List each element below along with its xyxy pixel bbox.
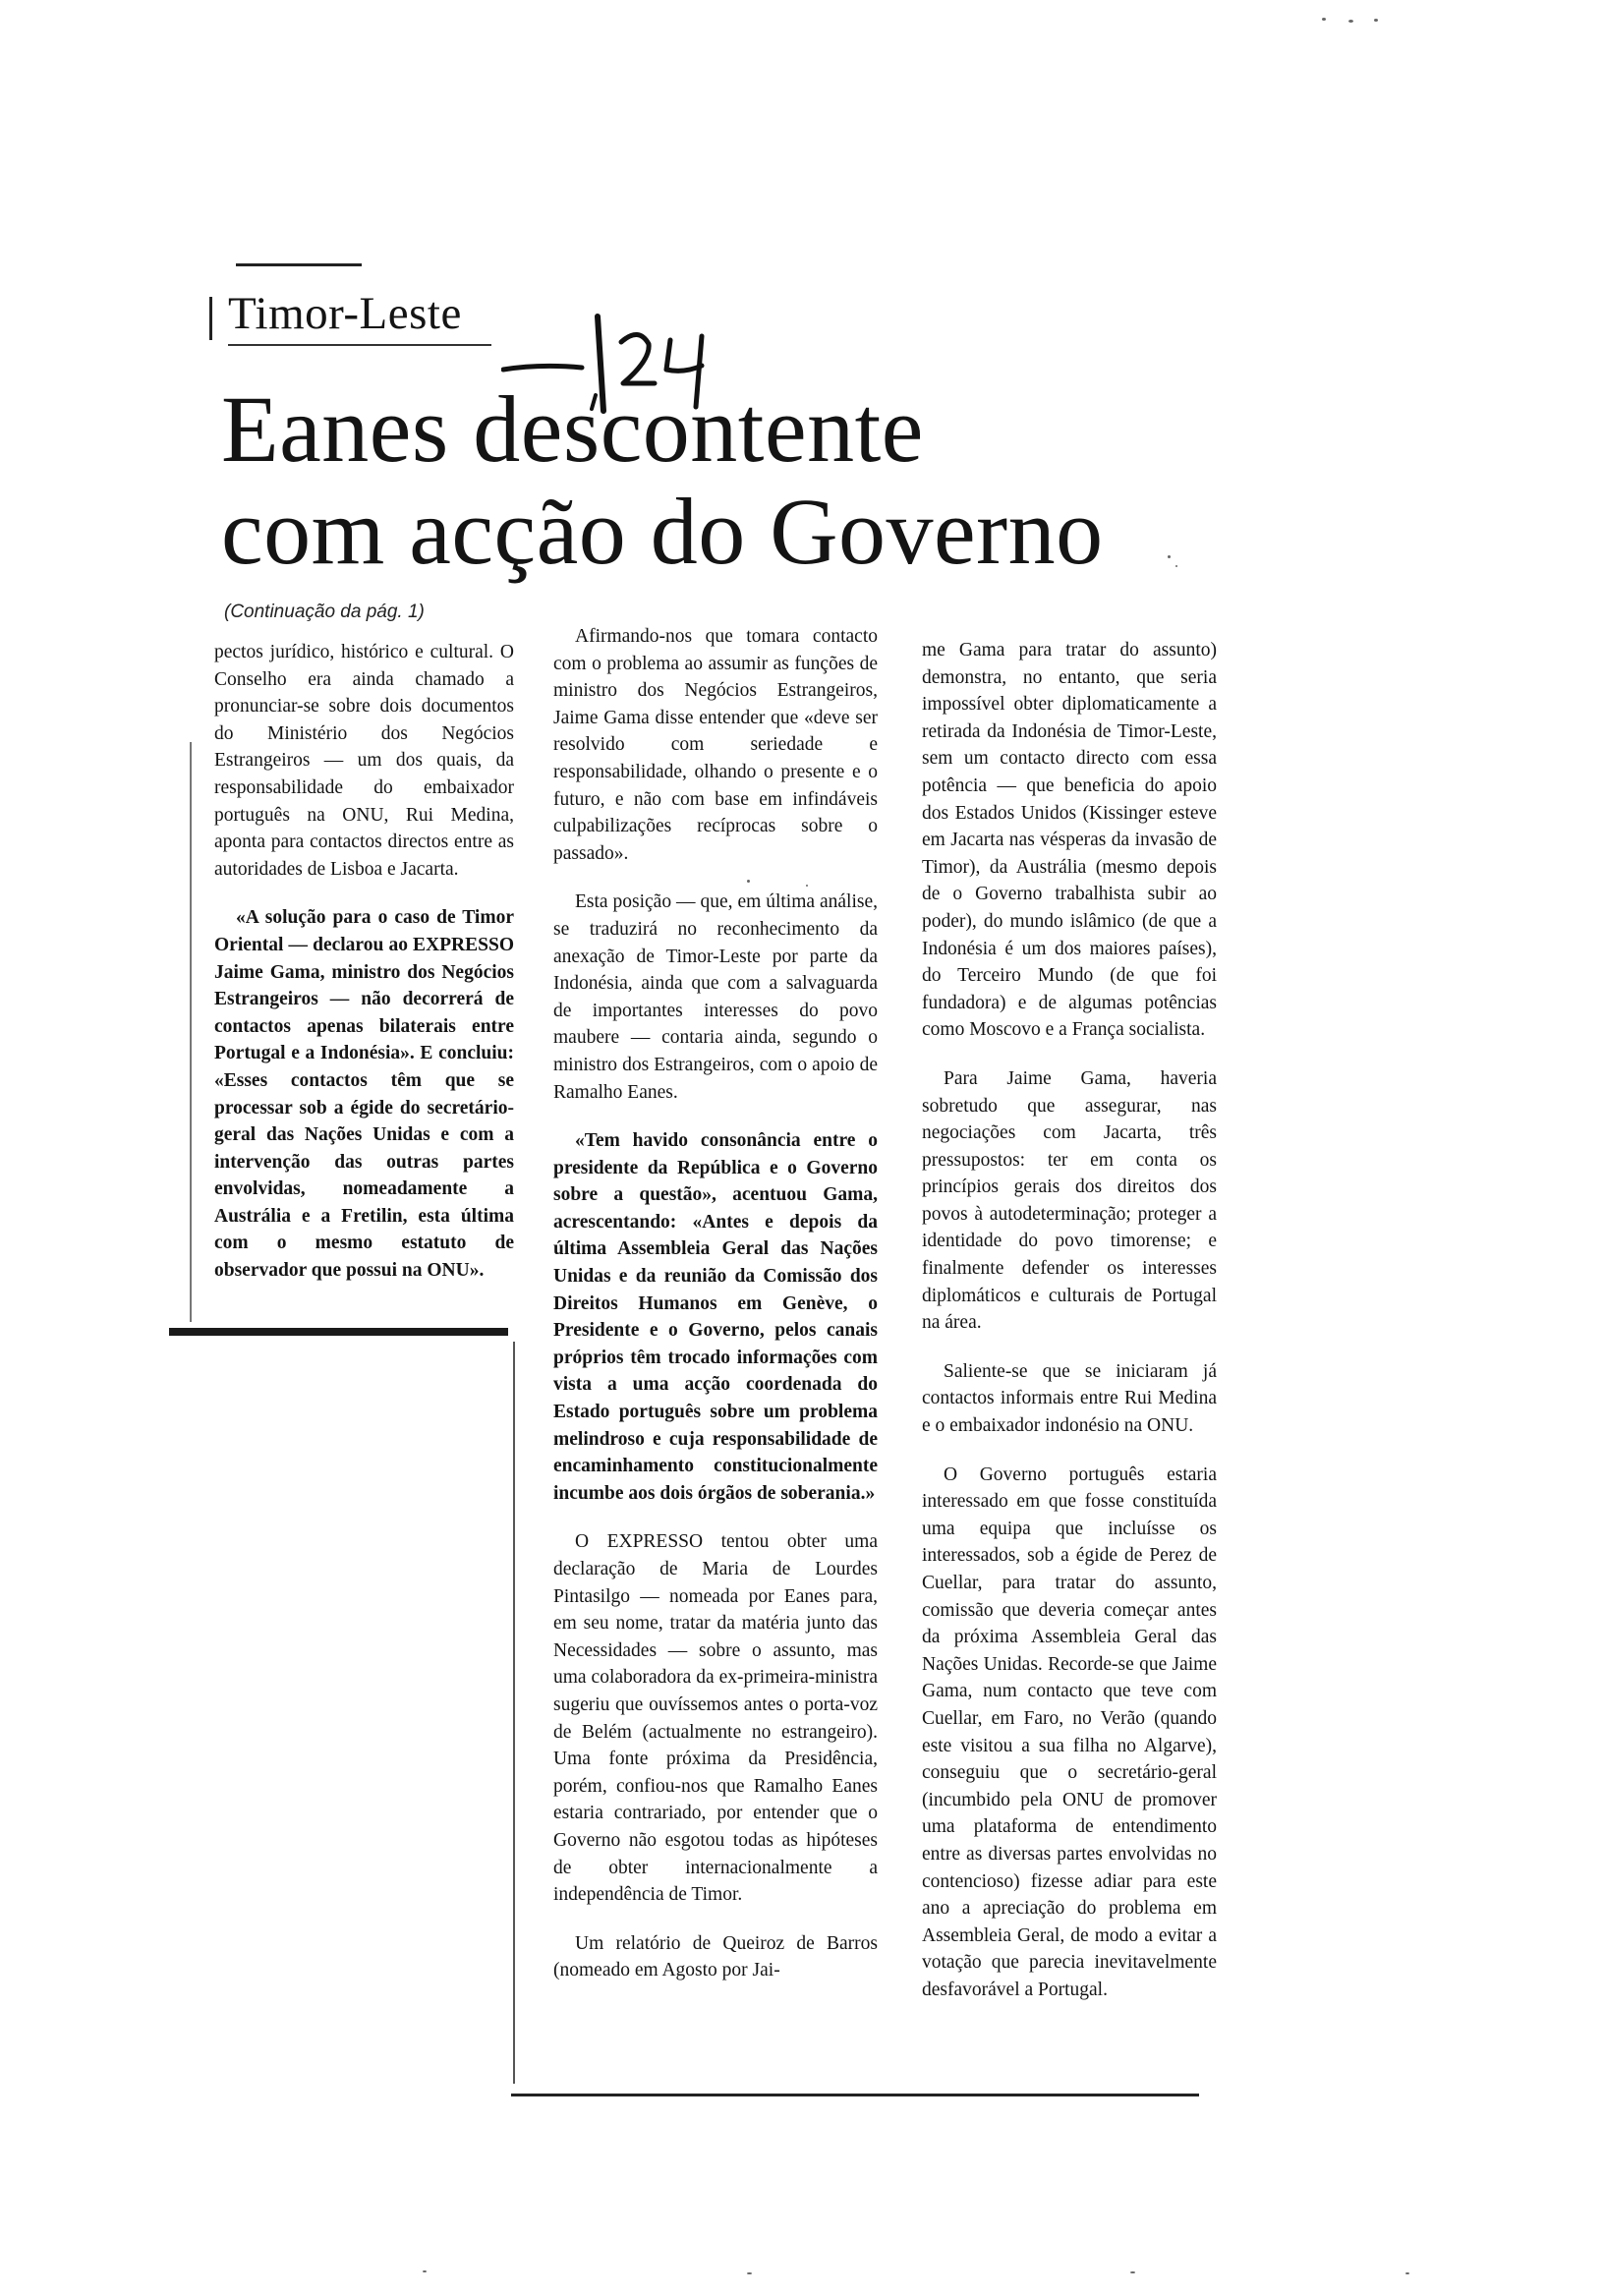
headline-line-2: com acção do Governo	[221, 479, 1104, 584]
column-divider-left	[190, 742, 192, 1322]
scan-speck	[806, 885, 808, 887]
col2-paragraph-3: «Tem havido consonância entre o presidente da República e o Governo sobre a questão», acentuou Gama, acrescentando: «Antes e depois da última Assembleia Geral das Nações Unidas e da reunião da Comissão dos Direitos Humanos em Genève, o Presidente e o Governo, pelos canais próprios têm trocado informações com vista a uma acção coordenada do Estado português sobre um problema melindroso e cuja responsabilidade de encaminhamento constitucionalmente incumbe aos dois órgãos de soberania.»	[553, 1130, 878, 1504]
col1-paragraph-1: pectos jurídico, histórico e cultural. O Conselho era ainda chamado a pronunciar-se sobre dois documentos do Ministério dos Negócios Estrangeiros — um dos quais, da responsabilidade do embaixador português na ONU, Rui Medina, aponta para contactos directos entre as autoridades de Lisboa e Jacarta.	[214, 642, 514, 880]
col3-paragraph-2: Para Jaime Gama, haveria sobretudo que assegurar, nas negociações com Jacarta, três pressupostos: ter em conta os princípios gerais dos direitos dos povos à autodeterminação; proteger a identidade do povo timorense; e finalmente defender os interesses diplomáticos e culturais de Portugal na área.	[922, 1067, 1217, 1334]
kicker-bar	[209, 297, 212, 340]
col2-paragraph-2: Esta posição — que, em última análise, se traduzirá no reconhecimento da anexação de Timor-Leste por parte da Indonésia, ainda que com a salvaguarda de importantes interesses do povo maubere — contaria ainda, segundo o ministro dos Estrangeiros, com o apoio de Ramalho Eanes.	[553, 891, 878, 1103]
column-1-end-rule	[169, 1328, 508, 1336]
col3-paragraph-4: O Governo português estaria interessado em que fosse constituída uma equipa que incluísse os interessados, sob a égide de Perez de Cuellar, para tratar do assunto, comissão que deveria começar antes da próxima Assembleia Geral das Nações Unidas. Recorde-se que Jaime Gama, num contacto que teve com Cuellar, em Faro, no Verão (quando este visitou a sua filha no Algarve), conseguiu que o secretário-geral (incumbido pela ONU de promover uma plataforma de entendimento entre as diversas partes envolvidas no contencioso) fizesse adiar para este ano a apreciação do problema em Assembleia Geral, de modo a evitar a votação que parecia inevitavelmente desfavorável a Portugal.	[922, 1464, 1217, 2000]
scan-speck	[1168, 555, 1171, 558]
scan-speck	[1348, 20, 1353, 23]
top-rule	[236, 263, 362, 266]
col2-paragraph-5: Um relatório de Queiroz de Barros (nomeado em Agosto por Jai-	[553, 1932, 878, 1981]
column-divider-middle	[513, 1342, 515, 2084]
column-2	[553, 623, 878, 2006]
kicker-underline	[228, 344, 491, 346]
headline	[221, 378, 1104, 583]
scan-speck	[747, 880, 750, 883]
column-1	[214, 639, 514, 1306]
col3-paragraph-3: Saliente-se que se iniciaram já contactos informais entre Rui Medina e o embaixador indonésio na ONU.	[922, 1360, 1217, 1437]
col2-paragraph-4: O EXPRESSO tentou obter uma declaração de Maria de Lourdes Pintasilgo — nomeada por Eanes para, em seu nome, tratar da matéria junto das Necessidades — sobre o assunto, mas uma colaboradora da ex-primeira-ministra sugeriu que ouvíssemos antes o porta-voz de Belém (actualmente no estrangeiro). Uma fonte próxima da Presidência, porém, confiou-nos que Ramalho Eanes estaria contrariado, por entender que o Governo não esgotou todas as hipóteses de obter internacionalmente a independência de Timor.	[553, 1531, 878, 1906]
scan-speck	[1175, 565, 1177, 567]
column-3	[922, 637, 1217, 2026]
section-kicker: Timor-Leste	[228, 288, 462, 339]
col3-paragraph-1: me Gama para tratar do assunto) demonstra, no entanto, que seria impossível obter diplomaticamente a retirada da Indonésia de Timor-Leste, sem um contacto directo com essa potência — que beneficia do apoio dos Estados Unidos (Kissinger esteve em Jacarta nas vésperas da invasão de Timor), da Austrália (mesmo depois de o Governo trabalhista subir ao poder), do mundo islâmico (de que a Indonésia é um dos maiores países), do Terceiro Mundo (de que foi fundadora) e de algumas potências como Moscovo e a França socialista.	[922, 640, 1217, 1041]
continuation-note: (Continuação da pág. 1)	[224, 602, 425, 622]
scan-speck	[747, 2272, 752, 2274]
scan-speck	[423, 2270, 427, 2272]
scan-speck	[1130, 2271, 1135, 2273]
scan-speck	[1322, 18, 1326, 21]
scan-speck	[1374, 19, 1378, 22]
col1-paragraph-2: «A solução para o caso de Timor Oriental — declarou ao EXPRESSO Jaime Gama, ministro dos Negócios Estrangeiros — não decorrerá de contactos apenas bilaterais entre Portugal e a Indonésia». E concluiu: «Esses contactos têm que se processar sob a égide do secretário-geral das Nações Unidas e com a intervenção das outras partes envolvidas, nomeadamente a Austrália e a Fretilin, esta última com o mesmo estatuto de observador que possui na ONU».	[214, 907, 514, 1282]
col2-paragraph-1: Afirmando-nos que tomara contacto com o problema ao assumir as funções de ministro dos Negócios Estrangeiros, Jaime Gama disse entender que «deve ser resolvido com seriedade e responsabilidade, olhando o presente e o futuro, e não com base em infindáveis culpabilizações recíprocas sobre o passado».	[553, 626, 878, 864]
headline-line-1: Eanes descontente	[221, 376, 924, 482]
bottom-rule	[511, 2094, 1199, 2096]
scan-speck	[1405, 2272, 1409, 2274]
